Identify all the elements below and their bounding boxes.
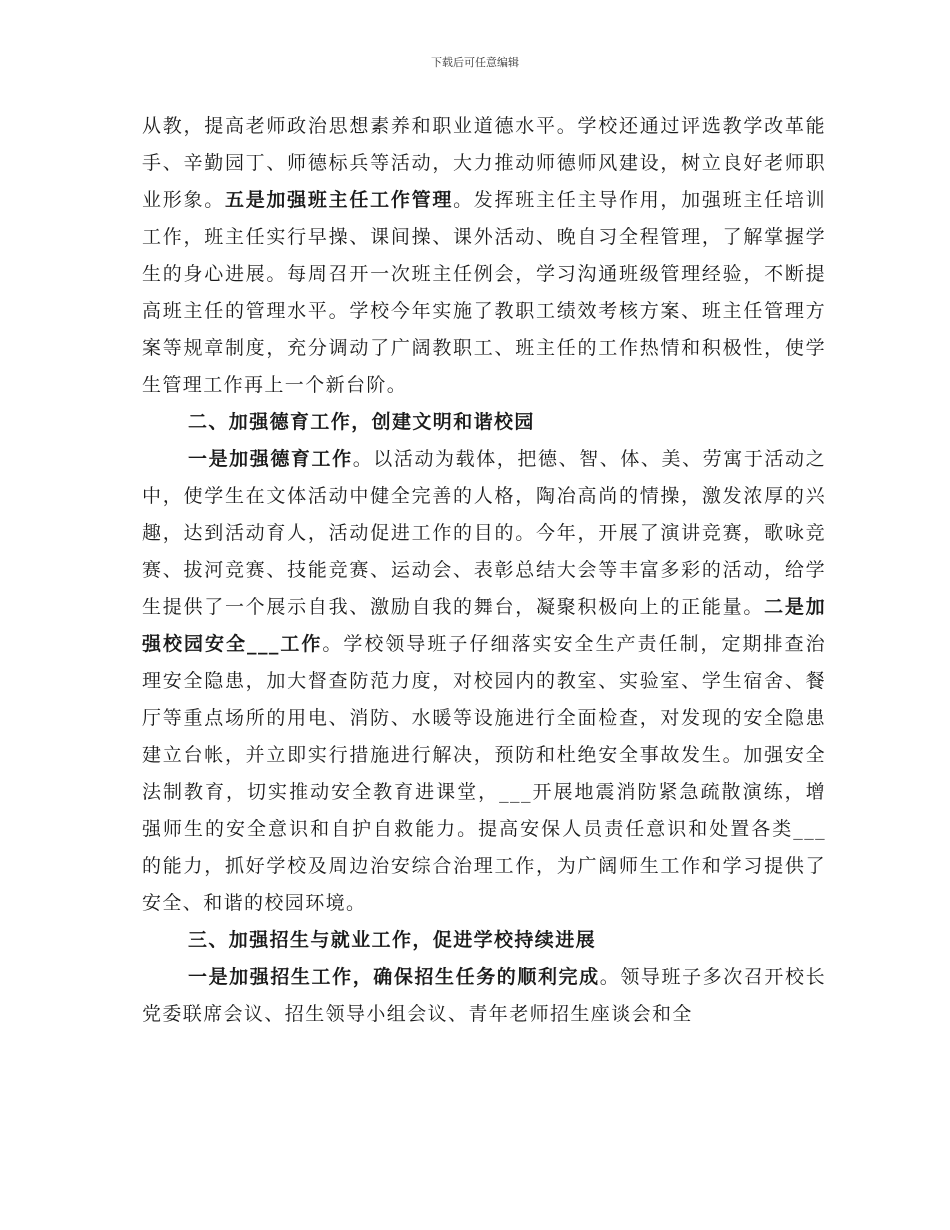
bold-lead-phrase: 一是加强招生工作，确保招生任务的顺利完成 xyxy=(188,966,600,988)
paragraph-text: 。发挥班主任主导作用，加强班主任培训工作，班主任实行早操、课间操、课外活动、晚自习全程管理，了解掌握学生的身心进展。每周召开一次班主任例会，学习沟通班级管理经验，不断提高班主任的管理水平。学校今年实施了教职工绩效考核方案、班主任管理方案等规章制度，充分调动了广阔教职工、班主任的工作热情和积极性，使学生管理工作再上一个新台阶。 xyxy=(142,189,826,396)
section-heading-moral-education: 二、加强德育工作，创建文明和谐校园 xyxy=(188,411,535,433)
paragraph-teacher-management xyxy=(142,108,826,404)
bold-lead-phrase: 一是加强德育工作 xyxy=(188,448,353,470)
paragraph-text: 。以活动为载体，把德、智、体、美、劳寓于活动之中，使学生在文体活动中健全完善的人格，陶冶高尚的情操，激发浓厚的兴趣，达到活动育人，活动促进工作的目的。今年，开展了演讲竞赛，歌咏竞赛、拔河竞赛、技能竞赛、运动会、表彰总结大会等丰富多彩的活动，给学生提供了一个展示自我、激励自我的舞台，凝聚积极向上的正能量。 xyxy=(142,448,827,618)
paragraph-enrollment xyxy=(142,959,826,1033)
paragraph-text: 。领导班子多次召开校长党委联席会议、招生领导小组会议、青年老师招生座谈会和全 xyxy=(142,966,826,1025)
paragraph-text: 从教，提高老师政治思想素养和职业道德水平。学校还通过评选教学改革能手、辛勤园丁、师德标兵等活动，大力推动师德师风建设，树立良好老师职业形象。 xyxy=(142,115,826,211)
page-header: 下载后可任意编辑 xyxy=(431,56,519,69)
section-heading-enrollment: 三、加强招生与就业工作，促进学校持续进展 xyxy=(188,929,597,951)
paragraph-moral-safety xyxy=(142,441,826,922)
bold-lead-phrase: 五是加强班主任工作管理 xyxy=(224,189,454,211)
document-body xyxy=(142,108,826,1033)
paragraph-text: 。学校领导班子仔细落实安全生产责任制，定期排查治理安全隐患，加大督查防范力度，对校园内的教室、实验室、学生宿舍、餐厅等重点场所的用电、消防、水暖等设施进行全面检查，对发现的安全隐患建立台帐，并立即实行措施进行解决，预防和杜绝安全事故发生。加强安全法制教育，切实推动安全教育进课堂，___开展地震消防紧急疏散演练，增强师生的安全意识和自护自救能力。提高安保人员责任意识和处置各类___的能力，抓好学校及周边治安综合治理工作，为广阔师生工作和学习提供了安全、和谐的校园环境。 xyxy=(142,633,826,914)
bold-lead-phrase: 二是加强校园安全___工作 xyxy=(142,596,826,655)
